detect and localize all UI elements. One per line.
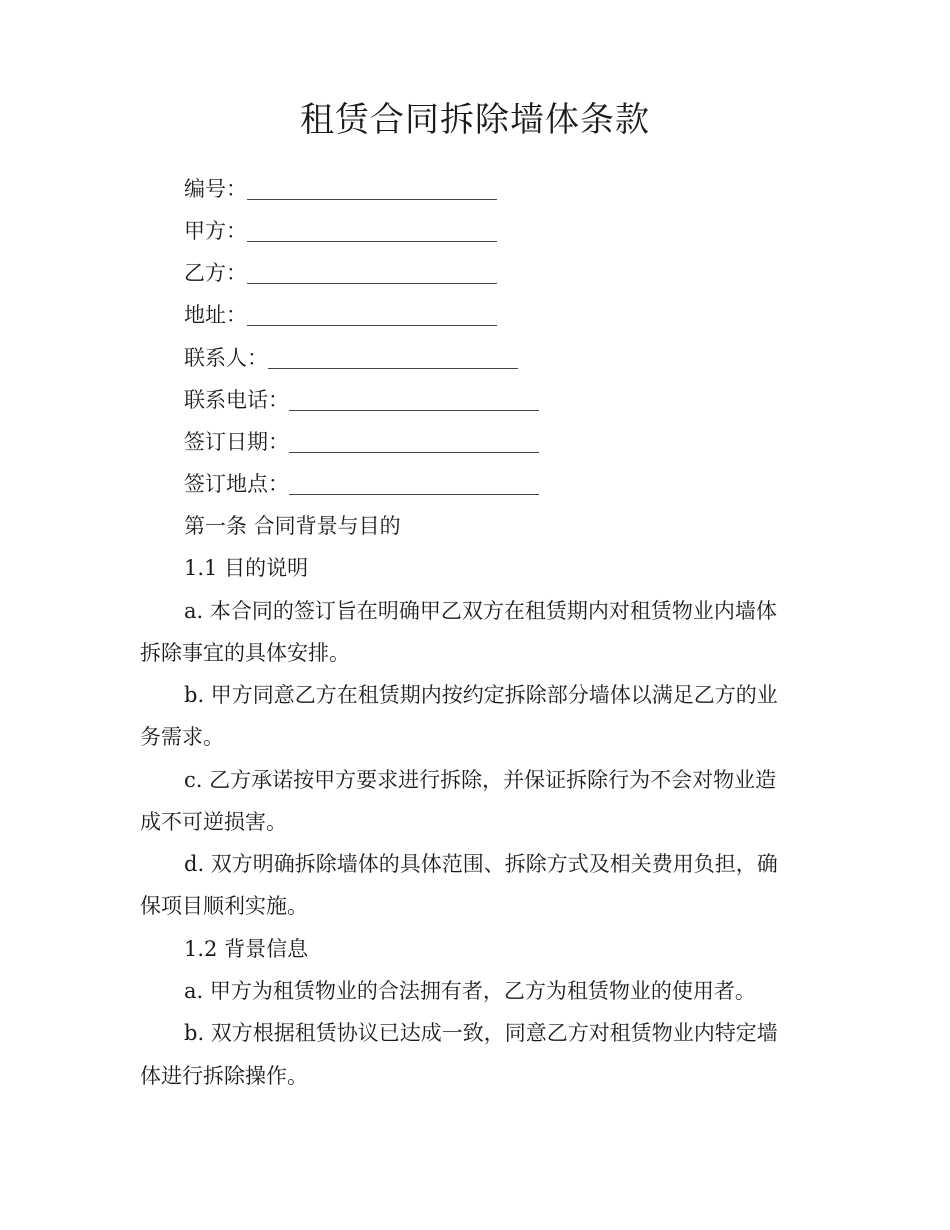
field-label: 联系人： [184, 346, 268, 370]
field-contact [184, 343, 518, 373]
fill-in-blank [289, 472, 539, 495]
paragraph-line: b. 双方根据租赁协议已达成一致，同意乙方对租赁物业内特定墙 [184, 1021, 778, 1045]
field-address [184, 300, 497, 330]
document-title: 租赁合同拆除墙体条款 [300, 100, 650, 140]
field-party-a [184, 216, 497, 246]
field-label: 签订地点： [184, 472, 289, 496]
field-label: 地址： [184, 303, 247, 327]
paragraph-line: 保项目顺利实施。 [140, 894, 308, 918]
field-sign-date [184, 427, 539, 457]
paragraph-line: 务需求。 [140, 725, 224, 749]
paragraph-line: b. 甲方同意乙方在租赁期内按约定拆除部分墙体以满足乙方的业 [184, 683, 778, 707]
fill-in-blank [247, 177, 497, 200]
fill-in-blank [247, 303, 497, 326]
fill-in-blank [289, 430, 539, 453]
fill-in-blank [247, 219, 497, 242]
field-number [184, 174, 497, 204]
field-label: 乙方： [184, 261, 247, 285]
field-sign-place [184, 469, 539, 499]
field-label: 甲方： [184, 219, 247, 243]
field-party-b [184, 258, 497, 288]
paragraph-line: a. 甲方为租赁物业的合法拥有者，乙方为租赁物业的使用者。 [184, 979, 756, 1003]
paragraph-line: 拆除事宜的具体安排。 [140, 641, 350, 665]
article-heading: 第一条 合同背景与目的 [184, 514, 401, 538]
paragraph-line: d. 双方明确拆除墙体的具体范围、拆除方式及相关费用负担，确 [184, 852, 778, 876]
paragraph-line: c. 乙方承诺按甲方要求进行拆除，并保证拆除行为不会对物业造 [184, 768, 777, 792]
fill-in-blank [289, 388, 539, 411]
field-label: 编号： [184, 177, 247, 201]
paragraph-line: a. 本合同的签订旨在明确甲乙双方在租赁期内对租赁物业内墙体 [184, 599, 777, 623]
fill-in-blank [268, 346, 518, 369]
field-label: 签订日期： [184, 430, 289, 454]
section-heading: 1.1 目的说明 [184, 556, 309, 580]
field-label: 联系电话： [184, 388, 289, 412]
section-heading: 1.2 背景信息 [184, 937, 309, 961]
paragraph-line: 体进行拆除操作。 [140, 1064, 308, 1088]
paragraph-line: 成不可逆损害。 [140, 810, 287, 834]
field-phone [184, 385, 539, 415]
fill-in-blank [247, 261, 497, 284]
